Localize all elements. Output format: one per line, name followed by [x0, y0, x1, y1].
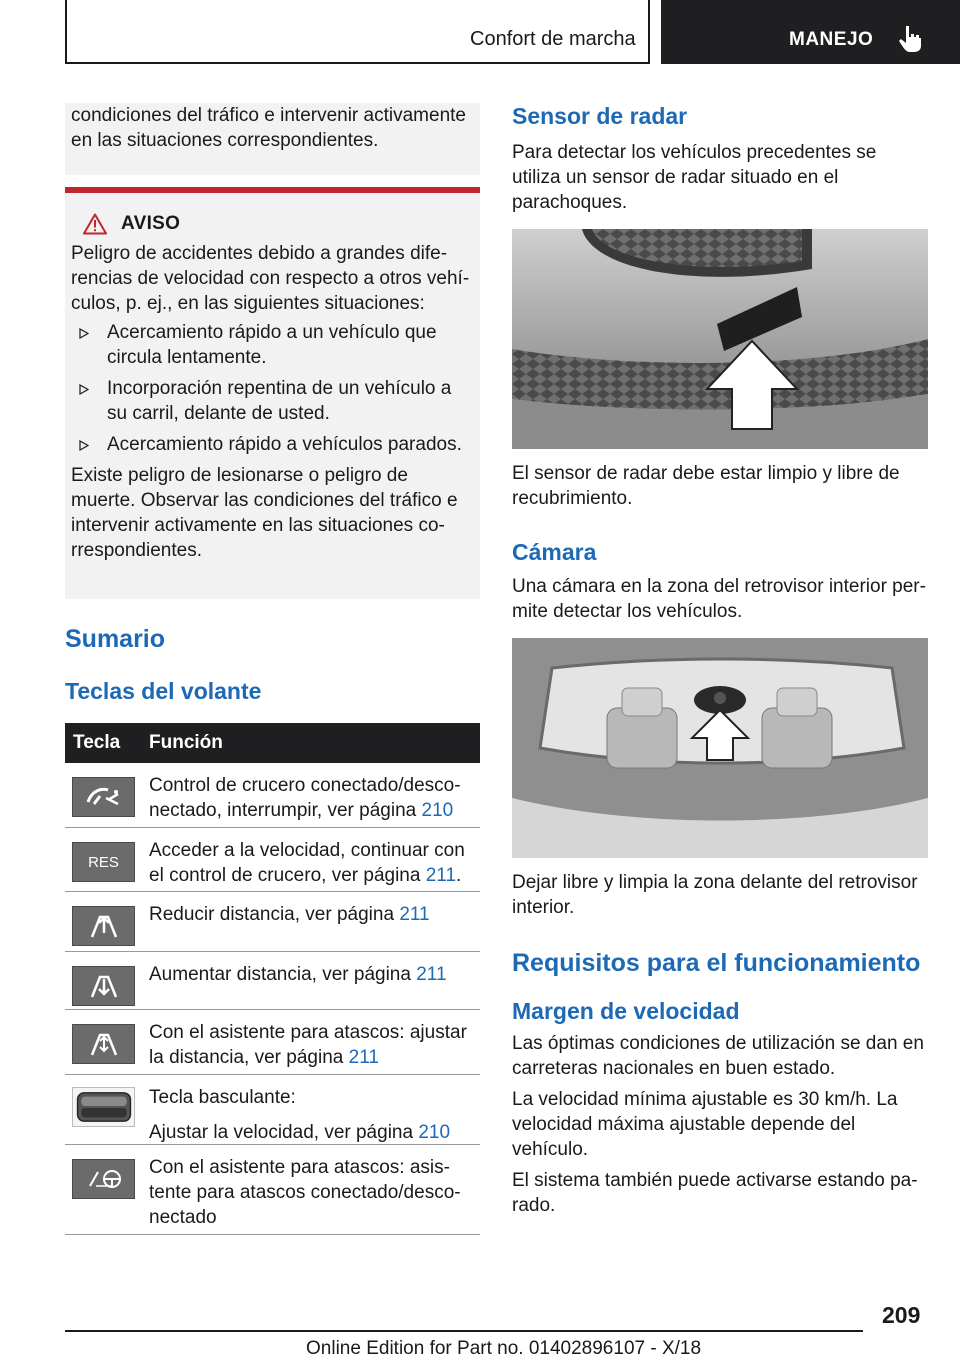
distance-decrease-icon [72, 906, 135, 946]
heading-camara: Cámara [512, 539, 597, 565]
page-link[interactable]: 210 [421, 800, 454, 821]
heading-teclas-volante: Teclas del volante [65, 678, 262, 704]
warning-intro: Peligro de accidentes debido a grandes diferencias de velocidad con respecto a otros vehículos, p. ej., en las siguientes situaciones: [71, 243, 470, 314]
steering-keys-table [65, 723, 480, 1235]
heading-requisitos: Requisitos para el funcionamiento [512, 949, 921, 977]
list-item: Acercamiento rápido a vehículos parados. [71, 432, 474, 457]
camara-intro: Una cámara en la zona del retrovisor interior permite detectar los vehículos. [512, 576, 926, 622]
warning-bullet-list [71, 320, 474, 457]
table-row: Con el asistente para atascos: ajustar la distancia, ver página 211 [65, 1010, 480, 1075]
heading-sumario: Sumario [65, 625, 166, 653]
margen-p1: Las óptimas condiciones de utilización se dan en carreteras nacionales en buen estado. [512, 1033, 924, 1079]
page-number: 209 [882, 1302, 921, 1328]
hand-pointer-icon [897, 24, 925, 54]
rocker-switch-icon [72, 1087, 135, 1127]
footer-rule [65, 1330, 863, 1332]
distance-increase-icon [72, 966, 135, 1006]
radar-intro: Para detectar los vehículos precedentes se utiliza un sensor de radar situado en el parachoques. [512, 142, 877, 213]
margen-p3: El sistema también puede activarse estando parado. [512, 1170, 918, 1216]
radar-note: El sensor de radar debe estar limpio y libre de recubrimiento. [512, 463, 900, 509]
res-button: RES [72, 842, 135, 882]
header-chapter-label: MANEJO [789, 29, 874, 50]
warning-box [65, 187, 480, 599]
warning-triangle-icon [83, 213, 107, 235]
table-row: RES Acceder a la velocidad, continuar con el control de crucero, ver página 211. [65, 828, 480, 892]
left-column [65, 103, 480, 1235]
radar-sensor-photo [512, 229, 928, 449]
table-header [65, 723, 480, 763]
header-rule-mid [648, 0, 650, 64]
right-column [512, 103, 928, 1218]
cruise-control-icon [72, 777, 135, 817]
header-rule-left [65, 0, 67, 64]
camera-photo [512, 638, 928, 858]
header-rule-bottom [65, 62, 650, 64]
list-item: Incorporación repentina de un vehículo a su carril, delante de usted. [71, 376, 474, 426]
traffic-jam-assistant-icon [72, 1159, 135, 1199]
continued-note-box [65, 103, 480, 175]
bullet-triangle-icon [79, 328, 89, 339]
continued-note-text: condiciones del tráfico e intervenir activamente en las situaciones correspondientes. [71, 105, 466, 151]
table-header-function: Función [149, 732, 223, 753]
page-link[interactable]: 210 [418, 1122, 451, 1143]
page-link[interactable]: 211 [399, 904, 430, 925]
bullet-triangle-icon [79, 440, 89, 451]
bullet-triangle-icon [79, 384, 89, 395]
warning-outro: Existe peligro de lesionarse o peligro de muerte. Observar las condiciones del tráfico e intervenir activamente en las situaciones correspondientes. [71, 465, 458, 561]
header-section-title: Confort de marcha [470, 28, 636, 50]
warning-title [71, 211, 474, 237]
warning-title-text: AVISO [121, 213, 181, 234]
footer-edition: Online Edition for Part no. 01402896107 - X/18 [306, 1338, 702, 1359]
distance-icon [72, 1024, 135, 1064]
page-link[interactable]: 211 [348, 1047, 379, 1068]
table-row: Aumentar distancia, ver página 211 [65, 952, 480, 1010]
margen-p2: La velocidad mínima ajustable es 30 km/h. La velocidad máxima ajustable depende del vehículo. [512, 1089, 898, 1160]
heading-sensor-radar: Sensor de radar [512, 103, 688, 129]
table-header-key: Tecla [73, 732, 121, 753]
camara-note: Dejar libre y limpia la zona delante del retrovisor interior. [512, 872, 918, 918]
table-row: Con el asistente para atascos: asistente para atascos conectado/desconectado [65, 1145, 480, 1235]
page-link[interactable]: 211 [416, 964, 447, 985]
header-chapter-tab [661, 0, 960, 64]
page-link[interactable]: 211 [425, 865, 457, 886]
heading-margen-velocidad: Margen de velocidad [512, 998, 740, 1024]
table-row: Control de crucero conectado/desconectado, interrumpir, ver página 210 [65, 763, 480, 828]
list-item: Acercamiento rápido a un vehículo que circula lentamente. [71, 320, 474, 370]
table-row: Reducir distancia, ver página 211 [65, 892, 480, 952]
table-row: Tecla basculante: Ajustar la velocidad, ver página 210 [65, 1075, 480, 1145]
